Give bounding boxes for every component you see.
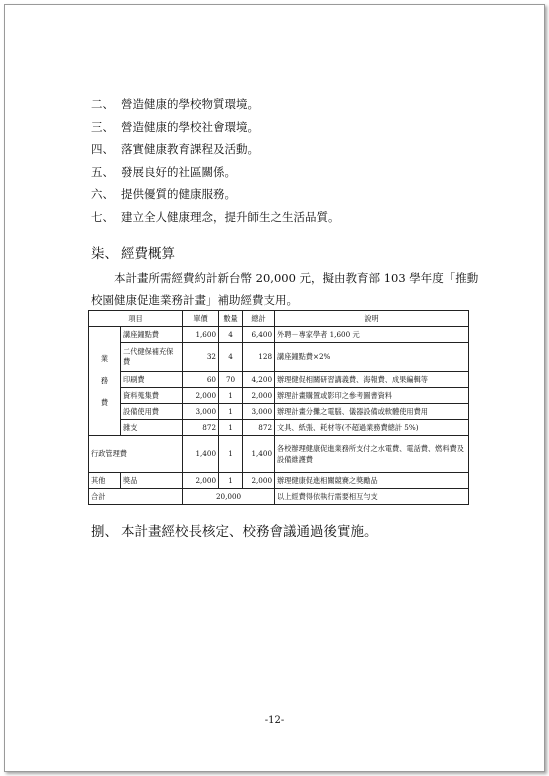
table-row: 行政管理費 1,400 1 1,400 各校辦理健康促進業務所支付之水電費、電話費、燃料費及設備維護費: [89, 436, 469, 473]
section-heading-budget: 柒、 經費概算: [91, 246, 175, 262]
table-row: 其他 獎品 2,000 1 2,000 辦理健康促進相關競賽之獎勵品: [89, 473, 469, 489]
goal-item: 四、 落實健康教育課程及活動。: [91, 142, 259, 157]
table-row: 資料蒐集費 2,000 1 2,000 辦理計畫購置或影印之參考圖書資料: [89, 388, 469, 404]
budget-table: [88, 310, 469, 505]
col-header: 說明: [275, 311, 469, 327]
section-heading-approval: 捌、 本計畫經校長核定、校務會議通過後實施。: [91, 524, 378, 540]
col-header: 項目: [89, 311, 183, 327]
budget-paragraph: 本計畫所需經費約計新台幣 20,000 元，擬由教育部 103 學年度「推動校園健康促進業務計畫」補助經費支用。: [91, 271, 479, 307]
col-header: 數量: [219, 311, 243, 327]
page-number: -12-: [264, 715, 285, 726]
document-page: [4, 4, 545, 772]
table-total-row: 合計 20,000 以上經費得依執行需要相互勻支: [89, 489, 469, 505]
table-header-row: [89, 311, 469, 327]
table-row: 設備使用費 3,000 1 3,000 辦理計畫分攤之電腦、儀器設備或軟體使用費用: [89, 404, 469, 420]
col-header: 單價: [183, 311, 219, 327]
goal-item: 五、 發展良好的社區關係。: [91, 164, 236, 179]
table-row: 雜支 872 1 872 文具、紙張、耗材等(不超過業務費總計 5%): [89, 420, 469, 436]
table-row: 業 務 費 講座鐘點費 1,600 4 6,400 外聘－專家學者 1,600 元: [89, 327, 469, 343]
table-row: 二代健保補充保費 32 4 128 講座鐘點費×2%: [89, 343, 469, 372]
goal-item: 三、 營造健康的學校社會環境。: [91, 119, 259, 134]
goal-item: 六、 提供優質的健康服務。: [91, 187, 236, 202]
col-header: 總計: [243, 311, 275, 327]
goal-item: 七、 建立全人健康理念，提升師生之生活品質。: [91, 209, 340, 224]
table-row: 印刷費 60 70 4,200 辦理健促相關研習講義費、海報費、成果編輯等: [89, 372, 469, 388]
goal-item: 二、 營造健康的學校物質環境。: [91, 97, 259, 112]
goal-list: [91, 93, 340, 228]
group-label-business: 業 務 費: [89, 327, 121, 436]
